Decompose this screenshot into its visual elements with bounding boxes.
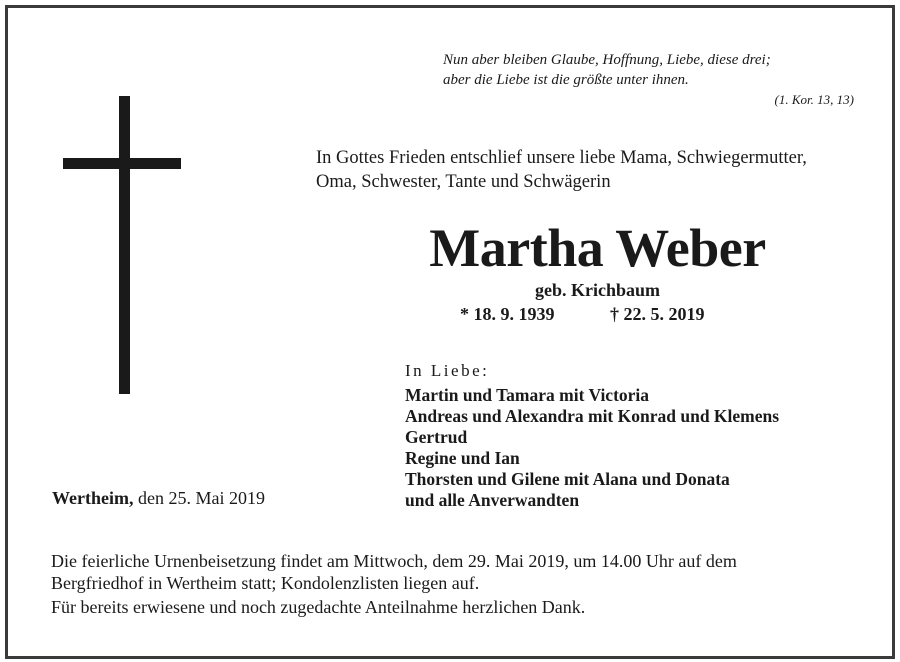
funeral-info-line-2: Bergfriedhof in Wertheim statt; Kondolenzlisten liegen auf. <box>51 573 480 593</box>
mourners-heading: In Liebe: <box>405 361 490 380</box>
quote-reference: (1. Kor. 13, 13) <box>774 92 854 107</box>
mourner-entry: Regine und Ian <box>405 448 520 468</box>
mourners-list <box>405 385 875 511</box>
bible-quote <box>443 50 858 90</box>
intro-line-2: Oma, Schwester, Tante und Schwägerin <box>316 172 611 192</box>
quote-line-1: Nun aber bleiben Glaube, Hoffnung, Liebe, diese drei; <box>443 52 771 68</box>
quote-line-2: aber die Liebe ist die größte unter ihnen. <box>443 72 689 88</box>
death-date: † 22. 5. 2019 <box>610 304 705 324</box>
mourner-entry: Martin und Tamara mit Victoria <box>405 385 650 405</box>
place-name: Wertheim, <box>52 488 134 508</box>
deceased-name: Martha Weber <box>429 218 766 278</box>
obituary-notice <box>5 5 895 659</box>
thanks-text: Für bereits erwiesene und noch zugedachte Anteilnahme herzlichen Dank. <box>51 597 586 617</box>
mourner-entry: und alle Anverwandten <box>405 490 580 510</box>
mourner-entry: Thorsten und Gilene mit Alana und Donata <box>405 469 730 489</box>
cross-horizontal-bar <box>63 158 181 169</box>
funeral-info-line-1: Die feierliche Urnenbeisetzung findet am Mittwoch, dem 29. Mai 2019, um 14.00 Uhr auf dem <box>51 551 737 571</box>
funeral-info <box>51 550 881 594</box>
mourner-entry: Gertrud <box>405 427 468 447</box>
cross-vertical-bar <box>119 96 130 394</box>
intro-line-1: In Gottes Frieden entschlief unsere liebe Mama, Schwiegermutter, <box>316 148 807 168</box>
mourner-entry: Andreas und Alexandra mit Konrad und Klemens <box>405 406 780 426</box>
notice-date: den 25. Mai 2019 <box>137 488 265 508</box>
place-date <box>52 488 265 509</box>
birth-date: * 18. 9. 1939 <box>460 304 555 324</box>
intro-text <box>316 146 876 194</box>
maiden-name: geb. Krichbaum <box>534 280 660 300</box>
